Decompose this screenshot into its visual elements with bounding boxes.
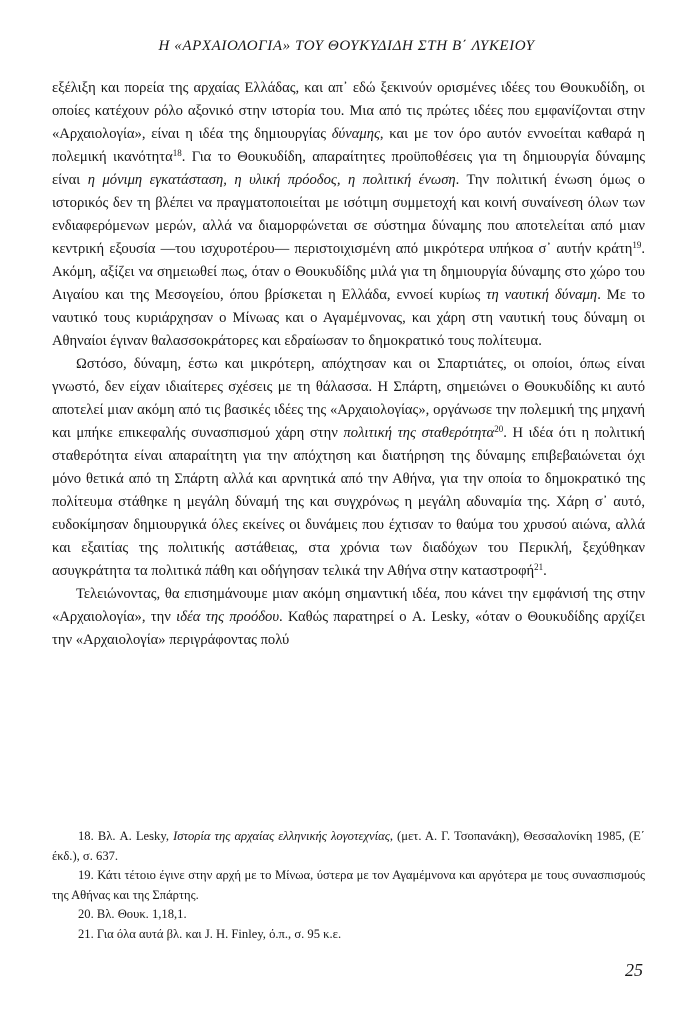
text-run: 20. Βλ. Θουκ. 1,18,1.	[78, 907, 187, 921]
text-run: .	[543, 563, 547, 579]
italic-term: τη ναυτική δύναμη	[486, 287, 598, 303]
footnote-18	[52, 827, 645, 866]
text-run: . Για το Θουκυδίδη, απαραίτητες προϋποθέσεις για τη δημιουργία δύναμης είναι	[52, 149, 645, 188]
italic-term: Ιστορία της αρχαίας ελληνικής λογοτεχνίας	[173, 829, 390, 843]
paragraph	[52, 353, 645, 583]
footnote-20	[52, 905, 645, 925]
footnote-ref: 19	[632, 240, 642, 250]
footnote-ref: 21	[534, 562, 544, 572]
italic-term: δύναμης	[331, 126, 380, 142]
text-run: . Καθώς παρατηρεί ο A. Lesky, «όταν ο Θουκυδίδης αρχίζει την «Αρχαιολογία» περιγράφοντας πολύ	[52, 609, 645, 648]
italic-term: πολιτική της σταθερότητα	[343, 425, 495, 441]
text-run: . Η ιδέα ότι η πολιτική σταθερότητα είναι απαραίτητη για την απόχτηση και διατήρηση της δύναμης επιβεβαιώνεται όχι μόνο θετικά από τη Σπάρτη αλλά και αρνητικά από την Αθήνα, για την οποία το δημοκρατικό της πολίτευμα στάθηκε η μεγάλη δύναμή της και συγχρόνως η μεγάλη αδυναμία της. Χάρη σ᾽ αυτό, ευδοκίμησαν δημιουργικά όλες εκείνες οι δυνάμεις που έχτισαν το θαύμα του χρυσού αιώνα, αλλά και εξαιτίας της πολιτικής αστάθειας, στα χρόνια των διαδόχων του Περικλή, ξεχύθηκαν ασυγκράτητα τα πολιτικά πάθη και οδήγησαν τελικά την Αθήνα στην καταστροφή	[52, 425, 645, 579]
text-run: 19. Κάτι τέτοιο έγινε στην αρχή με το Μίνωα, ύστερα με τον Αγαμέμνονα και αργότερα με τους συνασπισμούς της Αθήνας και της Σπάρτης.	[52, 868, 645, 902]
body-text	[52, 77, 645, 652]
text-run: . Την πολιτική ένωση όμως ο ιστορικός δεν τη βλέπει να πραγματοποιείται με ισότιμη συμμετοχή και κοινή συναίνεση όλων των ενδιαφερόμενων μερών, αλλά να διαμορφώνεται σε σύστημα δύναμης που αποτελείται από μιαν κεντρική εξουσία —του ισχυροτέρου— περιστοιχισμένη από μικρότερα υπήκοα σ᾽ αυτήν κράτη	[52, 172, 645, 257]
paragraph	[52, 77, 645, 353]
text-run: , (μετ. Α. Γ. Τσοπανάκη), Θεσσαλονίκη 1985, (Ε΄ έκδ.), σ. 637.	[52, 829, 646, 863]
text-run: 21. Για όλα αυτά βλ. και J. H. Finley, ό.π., σ. 95 κ.ε.	[78, 926, 342, 941]
page-number: 25	[625, 960, 643, 980]
text-run: εξέλιξη και πορεία της αρχαίας Ελλάδας, και απ᾽ εδώ ξεκινούν ορισμένες ιδέες του Θουκυδίδη, οι οποίες κατέχουν ρόλο αξονικό στην ιστορία του. Μια από τις πρώτες ιδέες που εμφανίζονται στην «Αρχαιολογία», είναι η ιδέα της δημιουργίας	[52, 80, 645, 142]
text-run: . Με το ναυτικό τους κυριάρχησαν ο Μίνωας και ο Αγαμέμνονας, και χάρη στη ναυτική τους δύναμη οι Αθηναίοι έγιναν θαλασσοκράτορες και εδραίωσαν το δημοκρατικό τους πολίτευμα.	[52, 287, 646, 349]
text-run: Ωστόσο, δύναμη, έστω και μικρότερη, απόχτησαν και οι Σπαρτιάτες, οι οποίοι, όπως είναι γνωστό, δεν είχαν ιδιαίτερες σχέσεις με τη θάλασσα. Η Σπάρτη, σημειώνει ο Θουκυδίδης κι αυτό αποτελεί μιαν ακόμη από τις βασικές ιδέες της «Αρχαιολογίας», οργάνωσε την πολεμική της μηχανή και μπήκε επικεφαλής συνασπισμού χάρη στην	[52, 356, 645, 441]
footnote-ref: 20	[494, 424, 504, 434]
italic-term: ιδέα της προόδου	[176, 609, 280, 625]
italic-term: η μόνιμη εγκατάσταση, η υλική πρόοδος, η πολιτική ένωση	[87, 172, 456, 188]
text-run: , και με τον όρο αυτόν εννοείται καθαρά η πολεμική ικανότητα	[52, 126, 645, 165]
paragraph	[52, 583, 645, 652]
running-head: Η «ΑΡΧΑΙΟΛΟΓΙΑ» ΤΟΥ ΘΟΥΚΥΔΙΔΗ ΣΤΗ Β΄ ΛΥΚΕΙΟΥ	[158, 38, 535, 54]
footnote-19	[52, 866, 645, 905]
footnotes	[52, 827, 645, 944]
footnote-ref: 18	[172, 148, 182, 158]
text-run: Τελειώνοντας, θα επισημάνουμε μιαν ακόμη σημαντική ιδέα, που κάνει την εμφάνισή της στην «Αρχαιολογία», την	[52, 586, 645, 625]
footnote-21	[52, 925, 645, 945]
text-run: 18. Βλ. A. Lesky,	[78, 829, 174, 843]
text-run: . Ακόμη, αξίζει να σημειωθεί πως, όταν ο Θουκυδίδης μιλά για τη δημιουργία δύναμης στο χώρο του Αιγαίου και της Μεσογείου, όπου βρίσκεται η Ελλάδα, εννοεί κυρίως	[52, 241, 645, 303]
